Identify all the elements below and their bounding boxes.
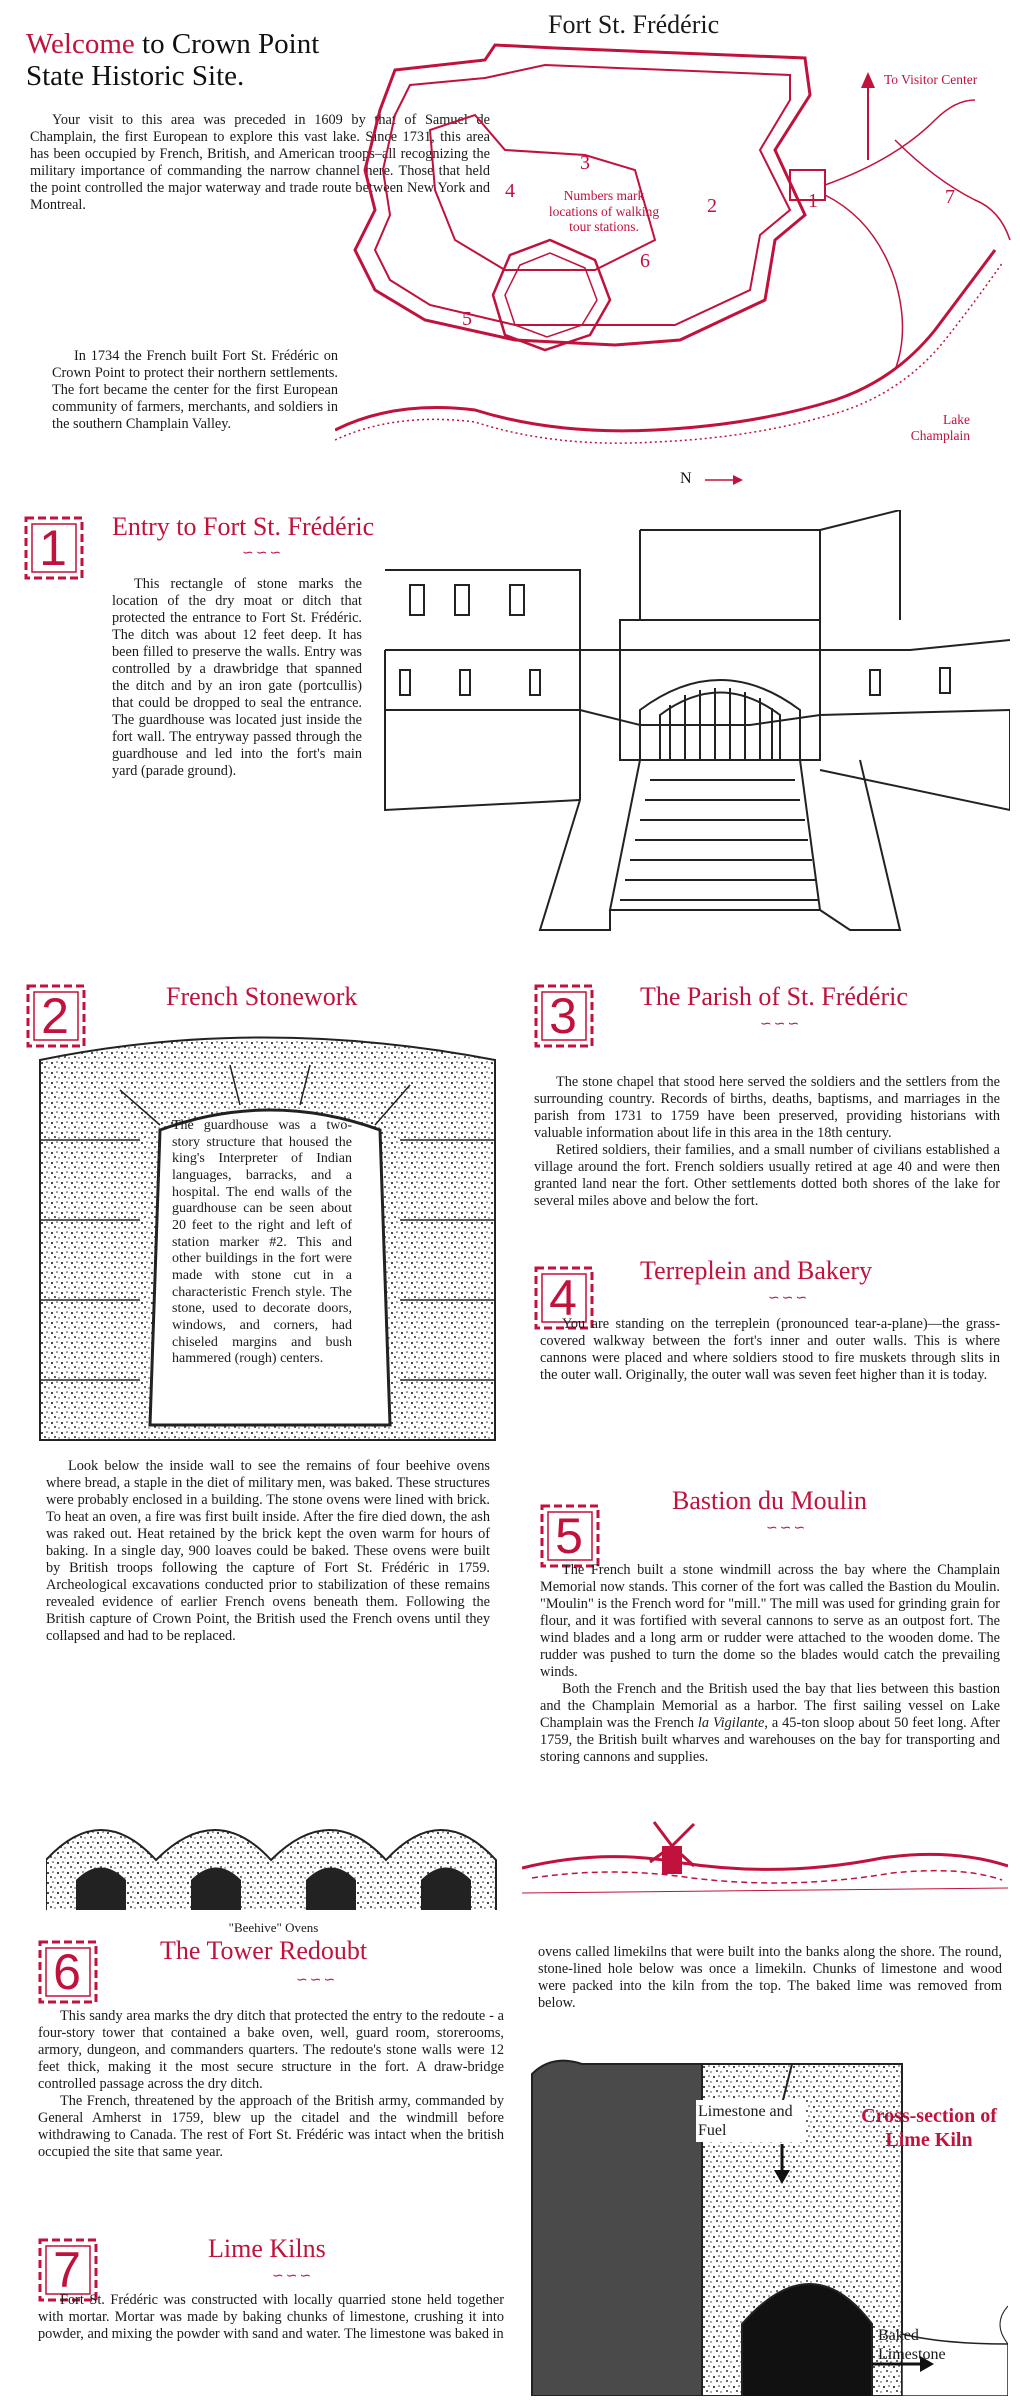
map-station-7: 7 [945,186,955,208]
station-2-marker: 2 [24,980,94,1052]
station-7-marker: 7 [36,2234,106,2306]
section-6-text: This sandy area marks the dry ditch that protected the entry to the redoute - a four-story tower that contained a bake oven, well, guard room, storerooms, armory, dungeon, and commanders quarters. The redoute's stone walls were 12 feet thick, making it the most secure structure in the fort. A draw-bridge controlled passage across the dry ditch. The French, threatened by the approach of the British army, commanded by General Amherst in 1759, blew up the citadel and the windmill before withdrawing to Canada. The rest of Fort St. Frédéric was intact when the british occupied the site that same year. [38,2008,504,2160]
section-4-text: You are standing on the terreplein (pronounced tear-a-plane)—the grass-covered walkway between the fort's inner and outer walls. This is where cannons were placed and where soldiers stood to fire muskets through slits in the outer wall. Originally, the outer wall was seven feet higher than it is today. [540,1316,1000,1383]
flourish-icon: ∽∽∽ [296,1973,338,1988]
flourish-icon: ∽∽∽ [272,2269,314,2284]
kiln-label-top: Limestone and Fuel [696,2100,806,2142]
section-4-title: Terreplein and Bakery [640,1256,873,1285]
map-station-6: 6 [640,250,650,272]
lake-label: Lake Champlain [910,412,970,443]
station-5-marker: 5 [538,1500,608,1572]
kiln-label-bottom: Baked Limestone [878,2327,946,2364]
numbers-note: Numbers mark locations of walking tour stations. [548,188,660,235]
section-1-title: Entry to Fort St. Frédéric [112,512,375,541]
map-station-2: 2 [707,195,717,217]
section-7-text-cont: ovens called limekilns that were built into the banks along the shore. The round, stone-lined hole below was once a limekiln. Chunks of limestone and wood were packed into the kiln from the top. The baked lime was removed from below. [538,1944,1002,2011]
section-1-text: This rectangle of stone marks the location of the dry moat or ditch that protected the entrance to Fort St. Frédéric. The ditch was about 12 feet deep. It has been filled to preserve the walls. Entry was controlled by a drawbridge that spanned the ditch and by an iron gate (portcullis) that could be dropped to seal the entrance. The guardhouse was located just inside the fort wall. The entryway passed through the guardhouse and led into the fort's main yard (parade ground). [112,576,362,779]
section-7-title: Lime Kilns [208,2234,326,2263]
section-5-text: The French built a stone windmill across the bay where the Champlain Memorial now stands. This corner of the fort was called the Bastion du Moulin. "Moulin" is the French word for "mill." The mill was used for grinding grain for flour, and it was fortified with several cannons to serve as an outpost fort. The wind blades and a long arm or rudder were attached to the wooden dome. The rudder was pushed to turn the dome so the blades would catch the prevailing winds. Both the French and the British used the bay that lies between this bastion and the Champlain Memorial as a harbor. The first sailing vessel on Lake Champlain was the French la Vigilante, a 45-ton sloop about 50 feet long. After 1759, the British built wharves and warehouses on the bay for transporting and storing cannons and supplies. [540,1562,1000,1765]
kiln-title: Cross-section of Lime Kiln [861,2105,997,2151]
map-title: Fort St. Frédéric [548,10,720,39]
section-2-title: French Stonework [166,982,358,1011]
station-6-marker: 6 [36,1936,106,2008]
welcome-paragraph-2: In 1734 the French built Fort St. Frédéric on Crown Point to protect their northern settlements. The fort became the center for the first European community of farmers, merchants, and soldiers in the southern Champlain Valley. [52,348,338,432]
map-station-5: 5 [462,308,472,330]
flourish-icon: ∽∽∽ [766,1521,808,1536]
windmill-illustration [522,1818,1008,1908]
section-3-title: The Parish of St. Frédéric [640,982,908,1011]
station-3-marker: 3 [532,980,602,1052]
beehive-ovens-illustration [46,1800,501,1910]
flourish-icon: ∽∽∽ [242,546,284,561]
flourish-icon: ∽∽∽ [768,1291,810,1306]
beehive-caption: "Beehive" Ovens [228,1920,319,1935]
welcome-title-line2: State Historic Site. [26,60,245,93]
visitor-center-label: To Visitor Center [884,72,978,87]
section-6-title: The Tower Redoubt [160,1936,368,1965]
map-station-3: 3 [580,152,590,174]
flourish-icon: ∽∽∽ [760,1017,802,1032]
station-1-marker: 1 [22,512,92,584]
ovens-text: Look below the inside wall to see the remains of four beehive ovens where bread, a staple in the diet of military men, was baked. These structures were probably enclosed in a building. The stone ovens were lined with brick. To heat an oven, a fire was first built inside. After the fire died down, the ash was raked out. Heat retained by the brick kept the oven warm for hours of baking. In a single day, 900 loaves could be baked. These ovens were built by British troops following the capture of Fort St. Frédéric in 1759. Archeological excavations conducted prior to stabilization of these remains revealed evidence of earlier French ovens beneath them. Following the British capture of Crown Point, the British used the French ovens until they collapsed and had to be replaced. [46,1458,490,1644]
section-2-text: The guardhouse was a two-story structure that housed the king's Interpreter of Indian languages, barracks, and a hospital. The end walls of the guardhouse can be seen about 20 feet to the right and left of station marker #2. This and other buildings in the fort were made with stone cut in a characteristic French style. The stone, used to decorate doors, windows, and corners, had chiseled margins and bush hammered (rough) centers. [172,1118,352,1367]
entry-gate-illustration [380,510,1010,970]
welcome-title-highlight: Welcome [26,28,135,60]
map-station-4: 4 [505,180,515,202]
welcome-title-rest: to Crown Point [134,28,320,60]
station-4-marker: 4 [532,1262,602,1334]
section-7-text: Fort St. Frédéric was constructed with locally quarried stone held together with mortar. Mortar was made by baking chunks of limestone, crushing it into powder, and mixing the powder with sand and water. The limestone was baked in [38,2292,504,2342]
section-3-text: The stone chapel that stood here served the soldiers and the settlers from the surrounding country. Records of births, deaths, baptisms, and marriages in the parish from 1731 to 1759 have been preserved, providing historians with valuable information about life in this area in the 18th century. Retired soldiers, their families, and a small number of civilians established a village around the fort. French soldiers usually retired at age 40 and were then granted land near the fort. Other settlements dotted both shores of the lake for several miles above and below the fort. [534,1074,1000,1209]
north-label: N [680,470,692,487]
section-5-title: Bastion du Moulin [672,1486,868,1515]
map-station-1: 1 [808,190,818,212]
welcome-paragraph: Your visit to this area was preceded in 1609 by that of Samuel de Champlain, the first European to explore this vast lake. Since 1731, this area has been occupied by French, British, and American troops–all recognizing the military importance of commanding the narrow channel here. Those that held the point controlled the major waterway and trade route between New York and Montreal. [30,112,490,213]
